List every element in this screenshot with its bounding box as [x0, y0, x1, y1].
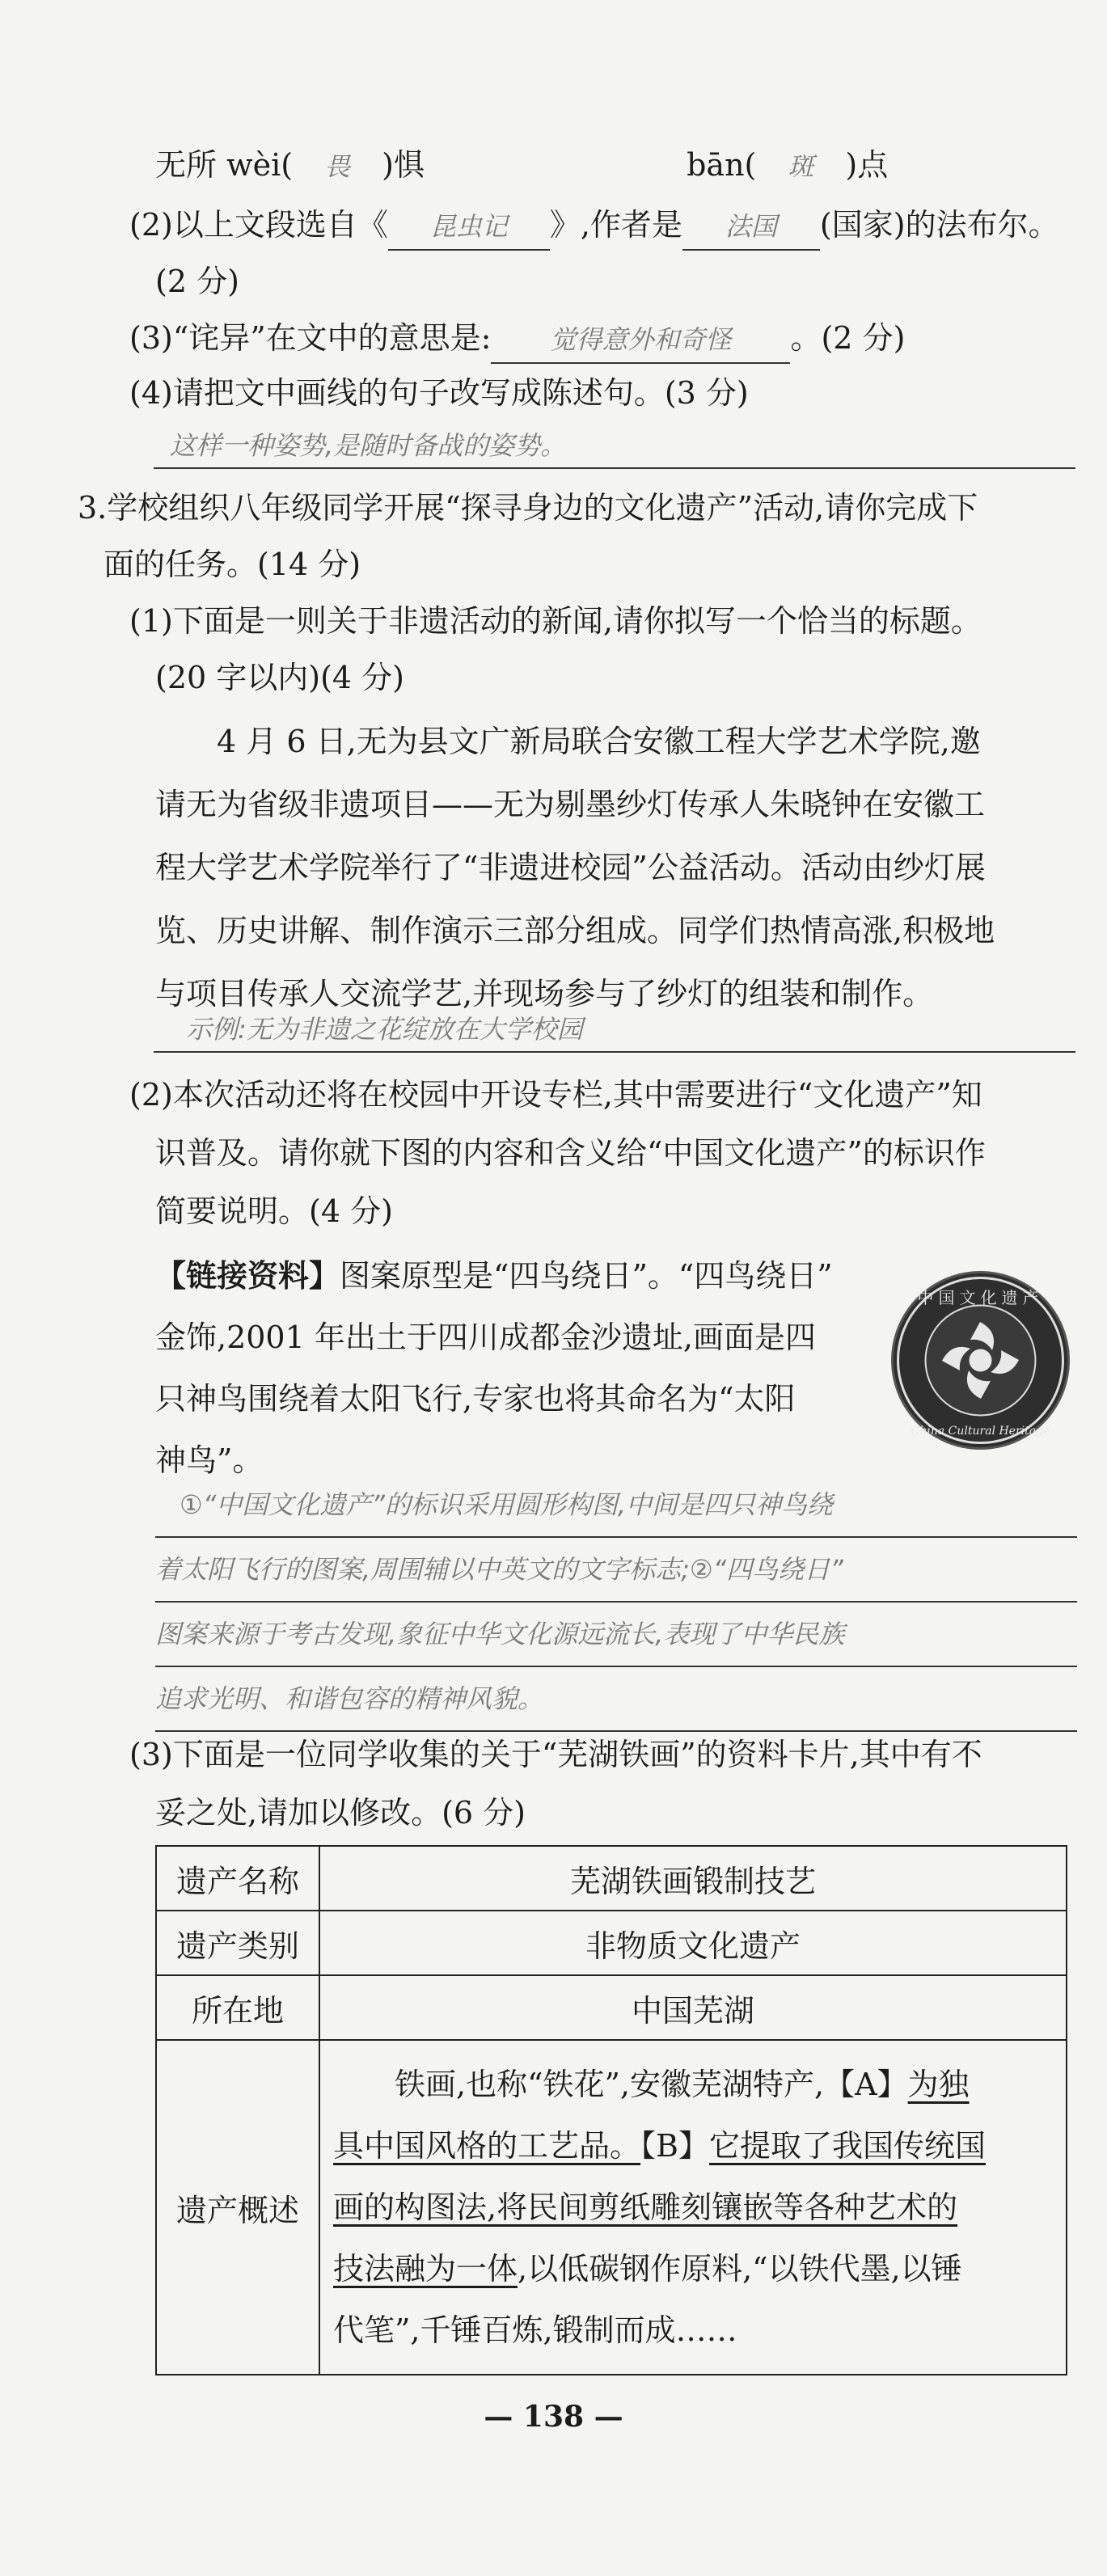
- news-paragraph: [155, 710, 1077, 1025]
- table-row: [156, 1846, 1067, 1911]
- link-line: 只神鸟围绕着太阳飞行,专家也将其命名为“太阳: [155, 1381, 796, 1417]
- desc-text: 铁画,也称“铁花”,安徽芜湖特产,: [395, 2067, 825, 2102]
- table-key: 遗产概述: [156, 2040, 319, 2375]
- question-2-2: [129, 202, 1059, 251]
- news-line: 程大学艺术学院举行了“非遗进校园”公益活动。活动由纱灯展: [155, 850, 986, 885]
- news-line: 请无为省级非遗项目——无为剔墨纱灯传承人朱晓钟在安徽工: [155, 787, 986, 822]
- desc-text: 代笔”,千锤百炼,锻制而成……: [333, 2312, 737, 2348]
- question-2-3: [129, 315, 905, 364]
- q2-2-score: (2 分): [155, 264, 239, 299]
- q3-2-line: 识普及。请你就下图的内容和含义给“中国文化遗产”的标识作: [155, 1135, 986, 1171]
- link-line: 图案原型是“四鸟绕日”。“四鸟绕日”: [340, 1258, 833, 1294]
- answer-3-2: [155, 1473, 1077, 1732]
- answer-ban: 斑: [788, 151, 814, 182]
- table-row: [156, 1911, 1067, 1975]
- question-3-heading-cont: 面的任务。(14 分): [104, 547, 361, 582]
- table-value: 中国芜湖: [319, 1975, 1067, 2040]
- table-key: 遗产名称: [156, 1846, 319, 1911]
- table-value: 芜湖铁画锻制技艺: [319, 1846, 1067, 1911]
- desc-underlined: 画的构图法,将民间剪纸雕刻镶嵌等各种艺术的: [333, 2190, 958, 2225]
- desc-underlined: 技法融为一体: [333, 2251, 518, 2287]
- answer-line: 追求光明、和谐包容的精神风貌。: [155, 1667, 1077, 1732]
- answer-line-2-4: [154, 419, 1075, 469]
- answer-line: ①“中国文化遗产”的标识采用圆形构图,中间是四只神鸟绕: [155, 1473, 1077, 1538]
- emblem-english-text: China Cultural Heritage: [911, 1425, 1050, 1438]
- link-line: 神鸟”。: [155, 1442, 264, 1478]
- q3-3-line: 妥之处,请加以修改。(6 分): [155, 1795, 526, 1831]
- answer-wei: 畏: [324, 151, 351, 182]
- answer-country: 法国: [682, 204, 820, 251]
- emblem-chinese-text: 中国文化遗产: [917, 1288, 1044, 1307]
- question-3-1: (1)下面是一则关于非遗活动的新闻,请你拟写一个恰当的标题。: [129, 603, 982, 639]
- q3-3-line: (3)下面是一位同学收集的关于“芜湖铁画”的资料卡片,其中有不: [129, 1737, 982, 1772]
- answer-headline: 示例:无为非遗之花绽放在大学校园: [186, 1014, 583, 1045]
- q2-3-suffix: 。(2 分): [790, 320, 906, 356]
- heritage-info-card: [155, 1845, 1067, 2375]
- desc-underlined: 具中国风格的工艺品。: [333, 2128, 641, 2164]
- link-line: 金饰,2001 年出土于四川成都金沙遗址,画面是四: [155, 1320, 816, 1355]
- desc-underlined: 为独: [907, 2067, 970, 2102]
- question-2-4: (4)请把文中画线的句子改写成陈述句。(3 分): [129, 375, 749, 411]
- q2-2-suffix: (国家)的法布尔。: [819, 207, 1059, 243]
- news-line: 览、历史讲解、制作演示三部分组成。同学们热情高涨,积极地: [155, 913, 995, 948]
- heritage-description: [319, 2040, 1067, 2375]
- question-3-heading: 3.学校组织八年级同学开展“探寻身边的文化遗产”活动,请你完成下: [78, 490, 978, 526]
- pinyin-end-ban: )点: [845, 147, 889, 183]
- pinyin-row: [155, 142, 888, 189]
- news-line: 4 月 6 日,无为县文广新局联合安徽工程大学艺术学院,邀: [217, 724, 981, 759]
- question-3-3: [129, 1725, 1051, 1842]
- q3-2-line: (2)本次活动还将在校园中开设专栏,其中需要进行“文化遗产”知: [129, 1077, 982, 1113]
- answer-line-3-1: [154, 1003, 1075, 1053]
- question-3-2: [129, 1066, 1051, 1240]
- marker-a: 【A】: [824, 2067, 908, 2102]
- table-row: [156, 1975, 1067, 2040]
- answer-statement: 这样一种姿势,是随时备战的姿势。: [170, 430, 567, 461]
- desc-text: ,以低碳钢作原料,“以铁代墨,以锤: [518, 2251, 962, 2287]
- pinyin-label-wei: 无所 wèi(: [155, 147, 294, 183]
- china-cultural-heritage-emblem: [894, 1273, 1067, 1447]
- desc-underlined: 它提取了我国传统国: [708, 2128, 986, 2164]
- table-row: [156, 2040, 1067, 2375]
- news-line: 与项目传承人交流学艺,并现场参与了纱灯的组装和制作。: [155, 976, 934, 1011]
- link-material-tag: 【链接资料】: [155, 1257, 340, 1294]
- q2-2-mid: 》,作者是: [549, 207, 682, 243]
- q3-2-line: 简要说明。(4 分): [155, 1193, 393, 1229]
- marker-b: 【B】: [640, 2128, 709, 2164]
- question-3-1-score: (20 字以内)(4 分): [155, 660, 404, 695]
- answer-line: 着太阳飞行的图案,周围辅以中英文的文字标志;②“四鸟绕日”: [155, 1538, 1077, 1603]
- q2-3-prefix: (3)“诧异”在文中的意思是:: [129, 320, 492, 356]
- answer-meaning: 觉得意外和奇怪: [491, 317, 790, 364]
- answer-line: 图案来源于考古发现,象征中华文化源远流长,表现了中华民族: [155, 1603, 1077, 1667]
- pinyin-end-wei: )惧: [382, 147, 425, 183]
- table-value: 非物质文化遗产: [319, 1911, 1067, 1975]
- table-key: 所在地: [156, 1975, 319, 2040]
- page-number: — 138 —: [484, 2400, 623, 2434]
- q2-2-prefix: (2)以上文段选自《: [129, 207, 388, 243]
- answer-book-title: 昆虫记: [388, 204, 550, 251]
- table-key: 遗产类别: [156, 1911, 319, 1975]
- pinyin-label-ban: bān(: [687, 147, 757, 183]
